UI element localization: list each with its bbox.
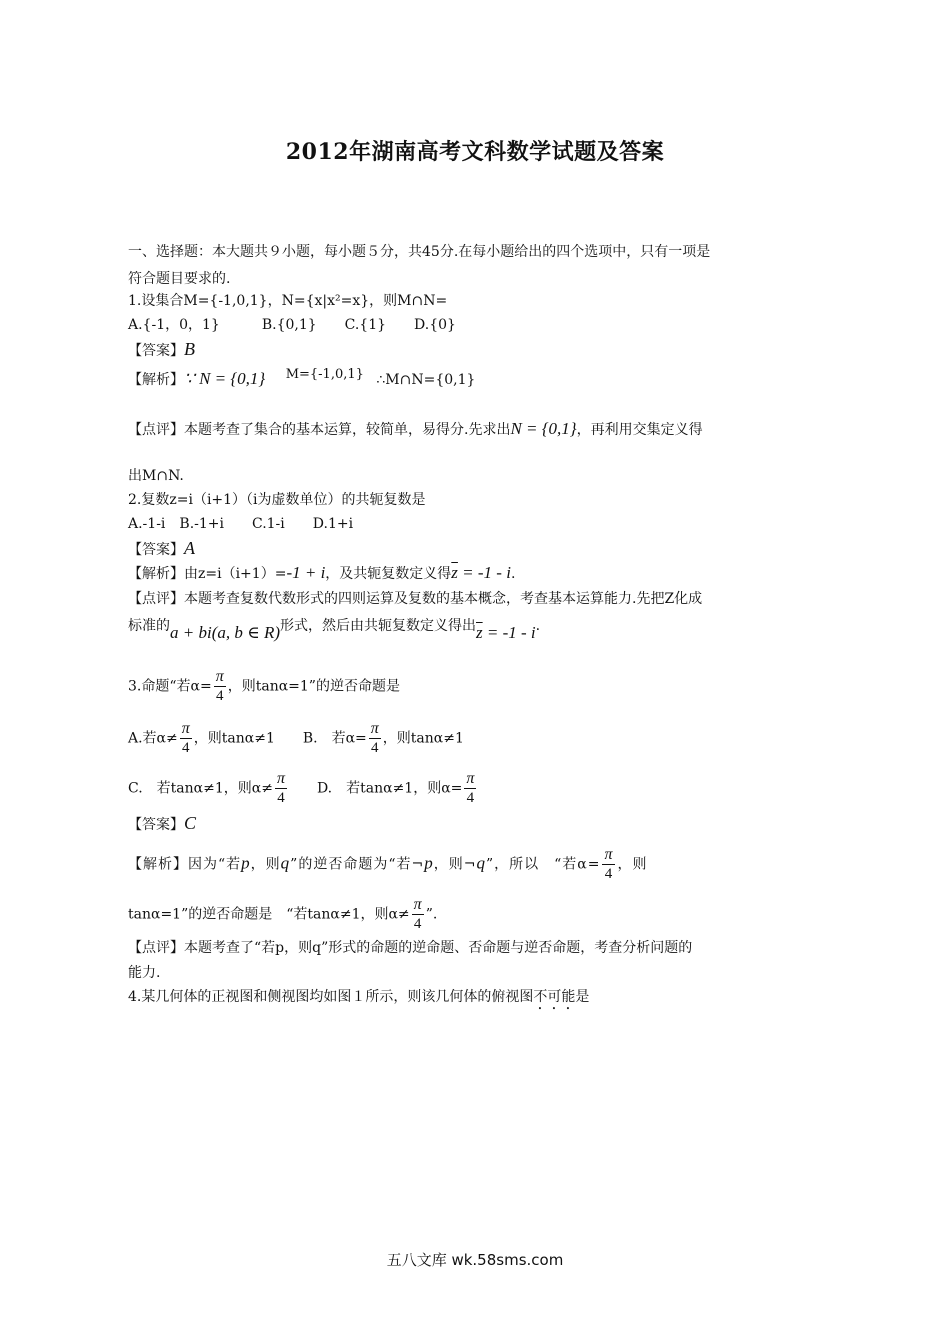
q2-review-line-2	[128, 614, 541, 642]
q2-analysis-math-2: $\overline{z}$	[451, 563, 458, 582]
q1-review-text-b: ，再利用交集定义得	[576, 422, 703, 438]
q1-answer-label: 【答案】	[128, 343, 184, 359]
q2-review-text-c: .	[535, 618, 541, 634]
q2-stem: 2.复数z=i（i+1）（i为虚数单位）的共轭复数是	[128, 492, 426, 508]
q1-review-math: N = {0,1}	[510, 419, 577, 438]
fraction-denominator: 4	[371, 740, 379, 756]
q3-answer-label: 【答案】	[128, 817, 184, 833]
fraction-numerator: π	[215, 668, 224, 685]
q4-stem-emphasis: 不可能	[533, 989, 576, 1005]
section-intro-line-2: 符合题目要求的.	[128, 271, 231, 287]
q3-analysis-p-2: p	[424, 853, 434, 873]
q1-analysis-label: 【解析】	[128, 372, 184, 388]
q4-stem-text-b: 是	[575, 989, 590, 1005]
q3-stem-text-a: 3.命题“若α=	[128, 678, 212, 695]
q2-analysis-text-a: 【解析】由z=i（i+1）=	[128, 566, 287, 582]
q3-option-b-fraction	[369, 720, 381, 757]
q3-analysis-fraction-2	[412, 896, 424, 933]
q2-answer-label: 【答案】	[128, 542, 184, 558]
q2-analysis-text-c: .	[510, 566, 516, 582]
q3-analysis-q-2: q	[476, 853, 486, 873]
fraction-denominator: 4	[466, 790, 475, 806]
q3-analysis-q: q	[280, 853, 291, 873]
q3-analysis-line-2	[128, 896, 437, 933]
section-intro-line-1: 一、选择题：本大题共９小题，每小题５分，共45分.在每小题给出的四个选项中，只有一项是	[128, 244, 711, 260]
q3-analysis-text-f: ，则	[617, 856, 648, 873]
q3-analysis-text-c: ”的逆否命题为“若¬	[290, 856, 425, 873]
q2-answer	[128, 537, 195, 561]
fraction-numerator: π	[370, 720, 379, 737]
q3-options-cd	[128, 770, 478, 807]
q3-options-ab	[128, 720, 464, 757]
q3-analysis-p: p	[241, 853, 251, 873]
q2-options: A.-1-i B.-1+i C.1-i D.1+i	[128, 516, 354, 532]
q2-review-text-b: 形式，然后由共轭复数定义得出	[280, 618, 476, 634]
q1-review-line-2: 出M∩N.	[128, 468, 184, 484]
q1-options: A.{-1，0，1} B.{0,1} C.{1} D.{0}	[128, 317, 456, 333]
q3-stem	[128, 668, 400, 705]
q3-answer-value: C	[184, 813, 197, 833]
q2-analysis	[128, 562, 515, 585]
q1-stem: 1.设集合M={-1,0,1}，N={x|x²=x}，则M∩N=	[128, 293, 448, 309]
q1-analysis-end: ∴M∩N={0,1}	[376, 372, 476, 388]
q3-stem-fraction	[214, 668, 226, 705]
fraction-numerator: π	[604, 846, 614, 863]
q1-answer	[128, 338, 195, 362]
q3-option-c-text: C. 若tanα≠1，则α≠	[128, 780, 273, 797]
q2-review-math-2: $\overline{z}$	[476, 623, 483, 642]
fraction-denominator: 4	[277, 790, 285, 806]
q3-analysis-line-1	[128, 846, 647, 883]
q3-review-line-2: 能力.	[128, 965, 161, 981]
q1-analysis	[128, 368, 475, 392]
q3-option-a-text: A.若α≠	[128, 730, 178, 747]
q2-analysis-math-1: -1 + i	[286, 563, 326, 582]
q3-option-d-text: D. 若tanα≠1，则α=	[288, 780, 463, 797]
q1-answer-value: B	[184, 339, 195, 359]
q3-option-d-fraction	[464, 770, 476, 807]
q2-review-math-1: a + bi(a, b ∈ R)	[170, 623, 280, 642]
q3-answer	[128, 812, 196, 836]
fraction-numerator: π	[466, 770, 475, 787]
fraction-numerator: π	[181, 720, 190, 737]
q3-option-b-text: ，则tanα≠1 B. 若α=	[193, 730, 367, 747]
q3-option-b-tail: ，则tanα≠1	[382, 730, 464, 747]
q1-review-line-1	[128, 418, 703, 441]
q3-review-line-1: 【点评】本题考查了“若p，则q”形式的命题的逆命题、否命题与逆否命题，考查分析问题的	[128, 940, 693, 956]
q3-analysis2-text-b: ”.	[425, 906, 438, 923]
q2-review-text-a: 标准的	[128, 618, 170, 634]
document-title: 2012年湖南高考文科数学试题及答案	[285, 139, 665, 165]
q3-analysis-text-a: 【解析】因为“若	[128, 856, 242, 873]
q2-analysis-text-b: ，及共轭复数定义得	[325, 566, 452, 582]
q3-option-c-fraction	[275, 770, 287, 807]
q2-analysis-math-3: = -1 - i	[457, 563, 511, 582]
fraction-numerator: π	[276, 770, 285, 787]
q4-stem	[128, 986, 589, 1013]
q3-stem-text-b: ，则tanα=1”的逆否命题是	[227, 678, 400, 695]
footer-watermark: 五八文库 wk.58sms.com	[386, 1251, 564, 1269]
q1-analysis-mid: M={-1,0,1}	[285, 367, 364, 382]
q4-stem-text-a: 4.某几何体的正视图和侧视图均如图１所示，则该几何体的俯视图	[128, 989, 534, 1005]
fraction-denominator: 4	[215, 688, 224, 704]
q1-review-text-a: 【点评】本题考查了集合的基本运算，较简单，易得分.先求出	[128, 422, 511, 438]
q3-analysis-text-d: ，则¬	[433, 856, 477, 873]
q3-option-a-fraction	[180, 720, 192, 757]
q3-analysis-text-b: ，则	[250, 856, 281, 873]
fraction-denominator: 4	[182, 740, 190, 756]
fraction-denominator: 4	[413, 916, 422, 932]
q3-analysis2-text-a: tanα=1”的逆否命题是 “若tanα≠1，则α≠	[128, 906, 410, 923]
q2-answer-value: A	[184, 538, 195, 558]
fraction-numerator: π	[413, 896, 422, 913]
q2-review-line-1: 【点评】本题考查复数代数形式的四则运算及复数的基本概念，考查基本运算能力.先把Z化成	[128, 591, 703, 607]
fraction-denominator: 4	[604, 866, 614, 882]
q2-review-math-3: = -1 - i	[482, 623, 536, 642]
q3-analysis-text-e: ”，所以 “若α=	[485, 856, 601, 873]
q3-analysis-fraction-1	[602, 846, 615, 883]
q1-analysis-math: ∵ N = {0,1}	[184, 369, 266, 388]
